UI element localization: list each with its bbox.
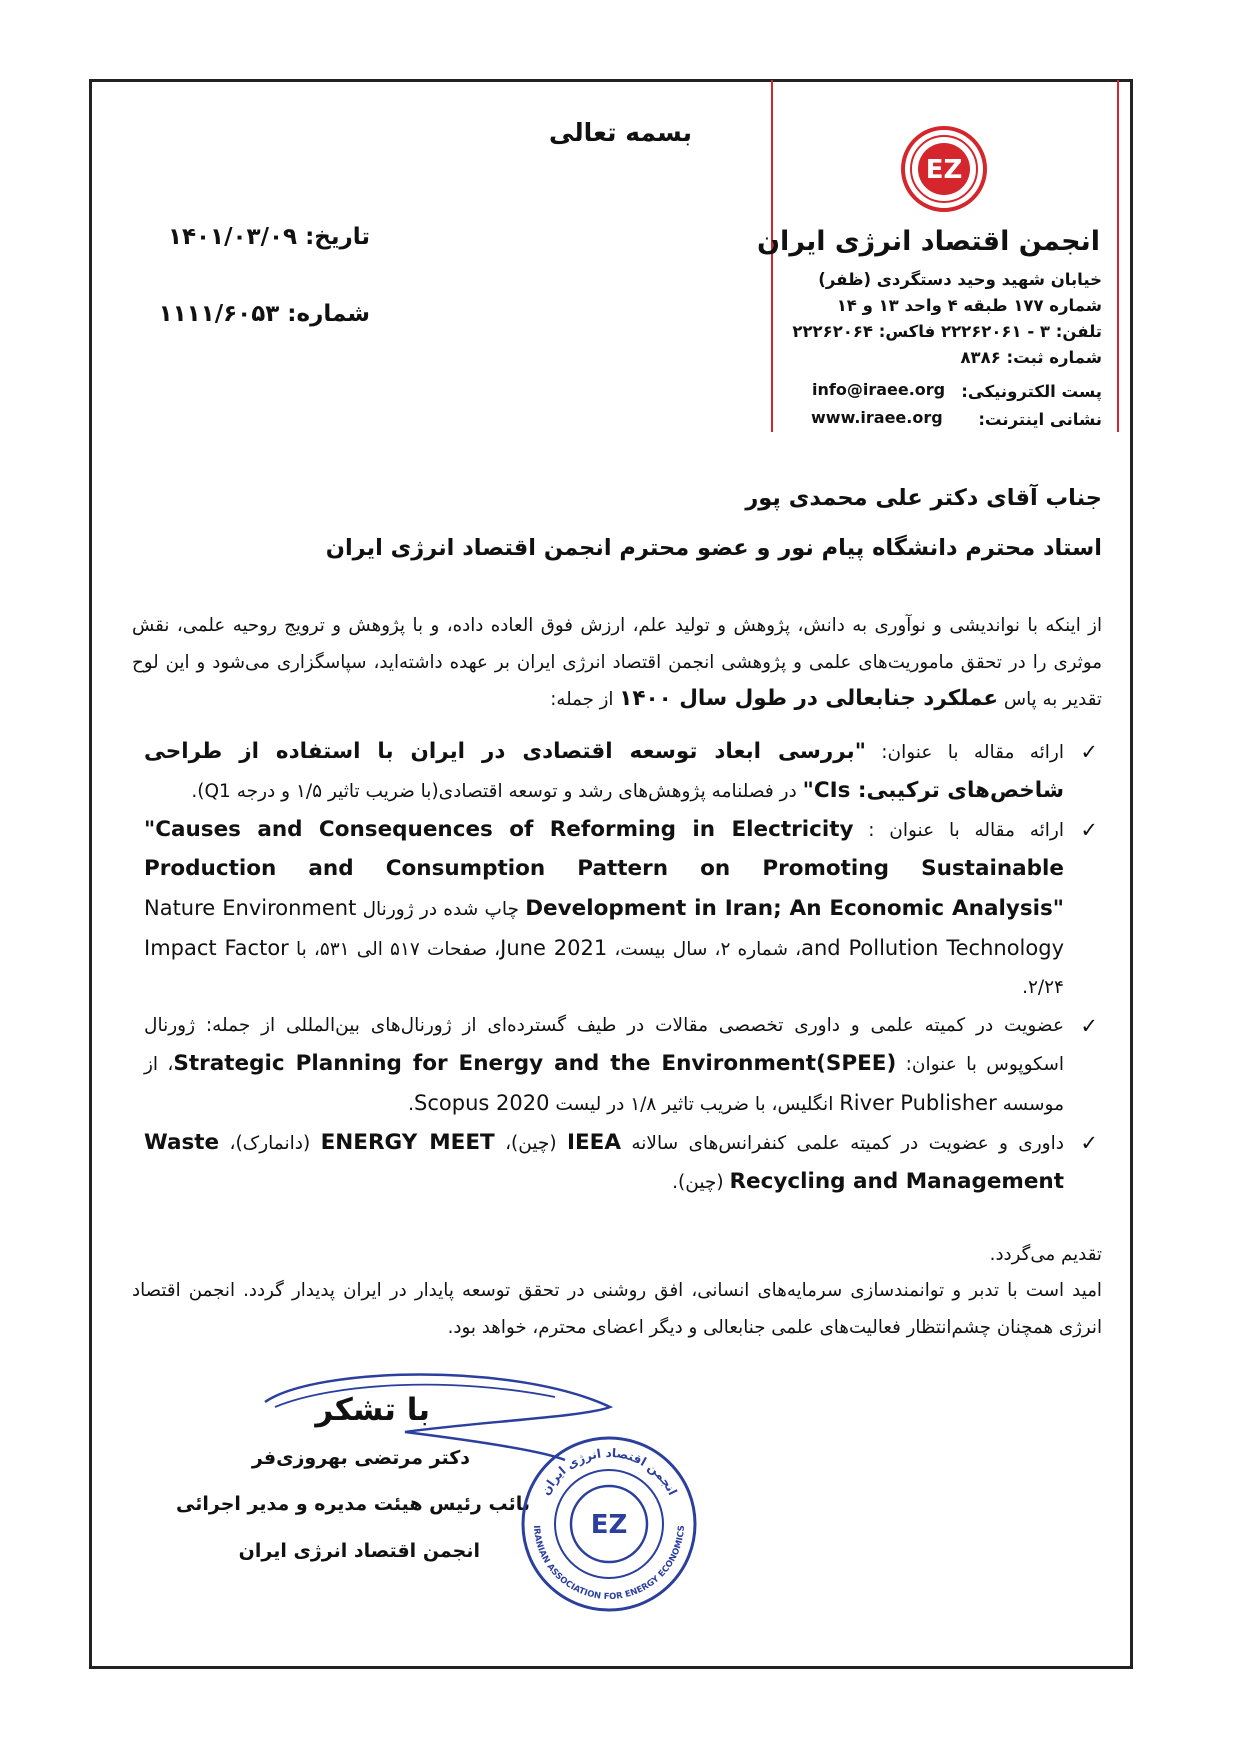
checkmark-icon: ✓ [1080,1131,1098,1155]
intro-text: از اینکه با نواندیشی و نوآوری به دانش، پژوهش و تولید علم، ارزش فوق العاده داده، و با پژوهش و ترویج روحیه علمی، نقش موثری را در تحقق ماموریت‌های علمی و پژوهشی انجمن اقتصاد انرژی ایران بر عهده داشته‌اید، سپاسگزاری می‌شود و این لوح تقدیر به پاس [132,615,1102,710]
item-text: (چین). [672,1172,730,1193]
signatory-organization: انجمن اقتصاد انرژی ایران [238,1540,480,1562]
address-line-2: شماره ۱۷۷ طبقه ۴ واحد ۱۳ و ۱۴ [836,296,1102,315]
date-value: ۱۴۰۱/۰۳/۰۹ [167,224,298,250]
item-text: ، شماره ۲، سال بیست، [607,939,802,960]
item-text: انگلیس، با ضریب تاثیر ۱/۸ در لیست [549,1094,840,1115]
invocation-heading: بسمه تعالی [548,118,692,147]
item-text: در فصلنامه پژوهش‌های رشد و توسعه اقتصادی(با ضریب تاثیر ۱/۵ و درجه Q1). [191,781,803,802]
signatory-name: دکتر مرتضی بهروزی‌فر [251,1447,470,1469]
letter-date [168,224,370,250]
seal-center-text: EZ [590,1510,628,1540]
item-text: . [408,1094,415,1115]
intro-tail: از جمله: [550,689,614,710]
item-text: ارائه مقاله با عنوان : [853,820,1064,841]
item-text: داوری و عضویت در کمیته علمی کنفرانس‌های سالانه [620,1133,1064,1154]
closing-paragraph: امید است با تدبر و توانمندسازی سرمایه‌های انسانی، افق روشنی در تحقق توسعه پایدار در ایران پدیدار گردد. انجمن اقتصاد انرژی همچنان چشم‌انتظار فعالیت‌های علمی جنابعالی و دیگر اعضای محترم، خواهد بود. [132,1280,1102,1338]
item-text: ۲/۲۴. [1022,977,1064,998]
official-seal [520,1435,698,1613]
conference-name: ENERGY MEET [320,1130,495,1155]
number-value: ۱۱۱۱/۶۰۵۳ [158,301,280,327]
checkmark-icon: ✓ [1080,1014,1098,1038]
presented-line: تقدیم می‌گردد. [989,1244,1102,1265]
conference-name: IEEA [566,1130,621,1155]
publication-date: June 2021 [500,936,608,960]
journal-name: Strategic Planning for Energy and the Environment(SPEE) [173,1051,897,1076]
date-label: تاریخ: [305,224,370,250]
phone-fax-line: تلفن: ۳ - ۲۲۲۶۲۰۶۱ فاکس: ۲۲۲۶۲۰۶۴ [792,322,1102,341]
list-item [144,733,1102,811]
article-title: "بررسی ابعاد توسعه اقتصادی در ایران با استفاده از طراحی شاخص‌های ترکیبی: CIs" [144,739,1064,803]
index-list: Scopus 2020 [414,1091,550,1115]
article-title-en: "Causes and Consequences of Reforming in Electricity Production and Consumption Pattern on Promoting Sustainable Development in Iran; An Economic Analysis" [144,817,1064,921]
item-text: ، از موسسه [144,1054,1064,1115]
seal-bottom-text: IRANIAN ASSOCIATION FOR ENERGY ECONOMICS [530,1524,688,1603]
checkmark-icon: ✓ [1080,740,1098,764]
item-text: ارائه مقاله با عنوان: [865,742,1064,763]
signatory-title: نائب رئیس هیئت مدیره و مدیر اجرائی [176,1493,530,1515]
list-item [144,1124,1102,1202]
journal-name: Nature Environment and Pollution Technology [144,896,1064,960]
association-logo [900,125,988,213]
letter-number [159,301,370,327]
item-text: (چین)، [494,1133,567,1154]
item-text: ، صفحات ۵۱۷ الی ۵۳۱، با [288,939,501,960]
list-item [144,1007,1102,1124]
seal-top-text: انجمن اقتصاد انرژی ایران [538,1445,680,1498]
achievements-list [144,733,1102,1202]
item-text: عضویت در کمیته علمی و داوری تخصصی مقالات در طیف گسترده‌ای از ژورنال‌های بین‌المللی از جمله: ژورنال اسکوپوس با عنوان: [144,1015,1064,1075]
thanks-text: با تشکر [315,1392,430,1428]
addressee-name: جناب آقای دکتر علی محمدی پور [745,485,1102,511]
organization-name: انجمن اقتصاد انرژی ایران [757,226,1100,257]
header-divider-right [1117,80,1119,432]
address-line-1: خیابان شهید وحید دستگردی (ظفر) [818,270,1102,289]
list-item [144,811,1102,1007]
website-address[interactable]: www.iraee.org [811,408,943,427]
addressee-title: استاد محترم دانشگاه پیام نور و عضو محترم انجمن اقتصاد انرژی ایران [325,535,1102,561]
logo-text: EZ [925,155,963,185]
email-address[interactable]: info@iraee.org [812,380,946,399]
impact-factor-label: Impact Factor [144,936,289,960]
conference-name: Waste Recycling and Management [144,1130,1064,1194]
item-text: (دانمارک)، [219,1133,321,1154]
checkmark-icon: ✓ [1080,818,1098,842]
email-label: پست الکترونیکی: [961,382,1102,401]
item-text: چاپ شده در ژورنال [356,899,526,920]
intro-paragraph [132,608,1102,719]
number-label: شماره: [287,301,370,327]
publisher-name: River Publisher [839,1091,997,1115]
intro-bold: عملکرد جنابعالی در طول سال ۱۴۰۰ [619,686,999,711]
website-label: نشانی اینترنت: [978,410,1102,429]
registration-number: شماره ثبت: ۸۳۸۶ [960,348,1102,367]
